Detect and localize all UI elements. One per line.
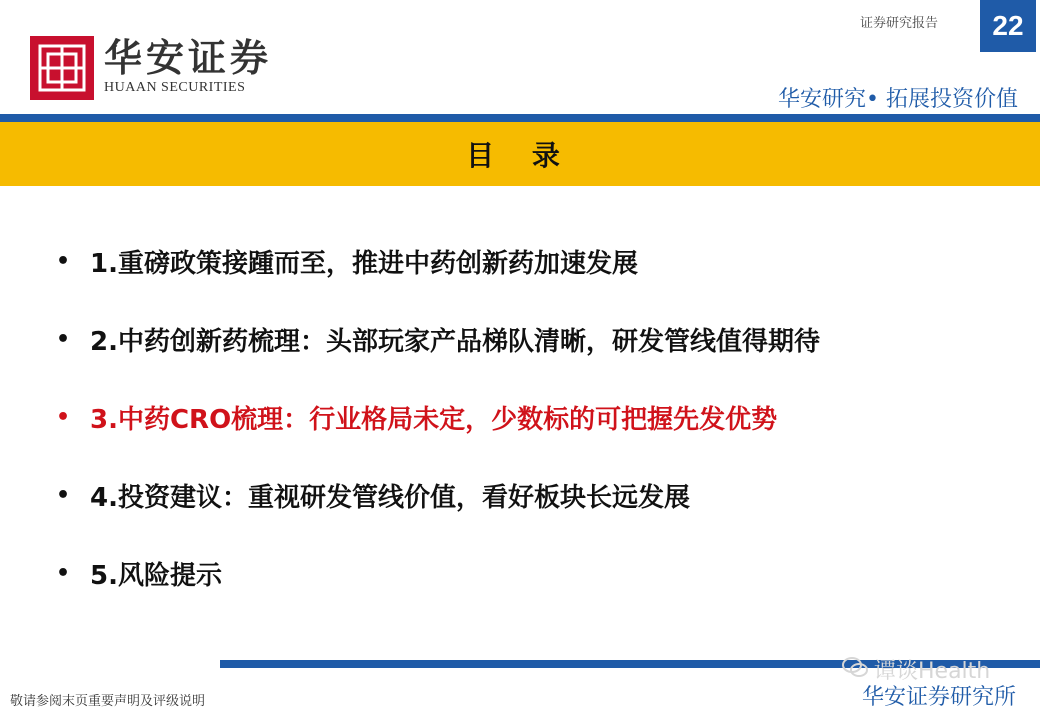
toc-item-3-current xyxy=(56,378,820,456)
toc-item-2 xyxy=(56,300,820,378)
bullet-icon: • xyxy=(56,482,71,508)
logo-text-cn: 华安证券 xyxy=(104,35,273,80)
page-title: 目 录 xyxy=(466,139,574,172)
logo-mark-icon xyxy=(36,42,88,94)
huaan-logo-icon xyxy=(30,36,94,100)
bullet-icon: • xyxy=(56,248,71,274)
slogan-text: 华安研究• 拓展投资价值 xyxy=(778,87,1018,112)
toc-item-label: 3.中药CRO梳理：行业格局未定，少数标的可把握先发优势 xyxy=(90,404,778,435)
toc-item-4 xyxy=(56,456,820,534)
bullet-icon: • xyxy=(56,404,71,430)
table-of-contents xyxy=(56,222,820,612)
bullet-icon: • xyxy=(56,560,71,586)
logo-text-en: HUAAN SECURITIES xyxy=(104,80,246,95)
toc-item-5 xyxy=(56,534,820,612)
bullet-icon: • xyxy=(56,326,71,352)
watermark-text: 谭谈Health xyxy=(874,659,991,684)
footer-disclaimer: 敬请参阅末页重要声明及评级说明 xyxy=(10,694,206,709)
toc-item-1 xyxy=(56,222,820,300)
toc-item-label: 1.重磅政策接踵而至，推进中药创新药加速发展 xyxy=(90,248,638,279)
toc-item-label: 4.投资建议：重视研发管线价值，看好板块长远发展 xyxy=(90,482,690,513)
title-banner xyxy=(0,122,1040,186)
footer-institute: 华安证券研究所 xyxy=(861,685,1016,710)
header-divider xyxy=(0,114,1040,122)
toc-item-label: 5.风险提示 xyxy=(90,560,222,591)
page-number-badge: 22 xyxy=(980,0,1036,52)
toc-item-label: 2.中药创新药梳理：头部玩家产品梯队清晰，研发管线值得期待 xyxy=(90,326,820,357)
report-type-label: 证券研究报告 xyxy=(860,16,939,31)
